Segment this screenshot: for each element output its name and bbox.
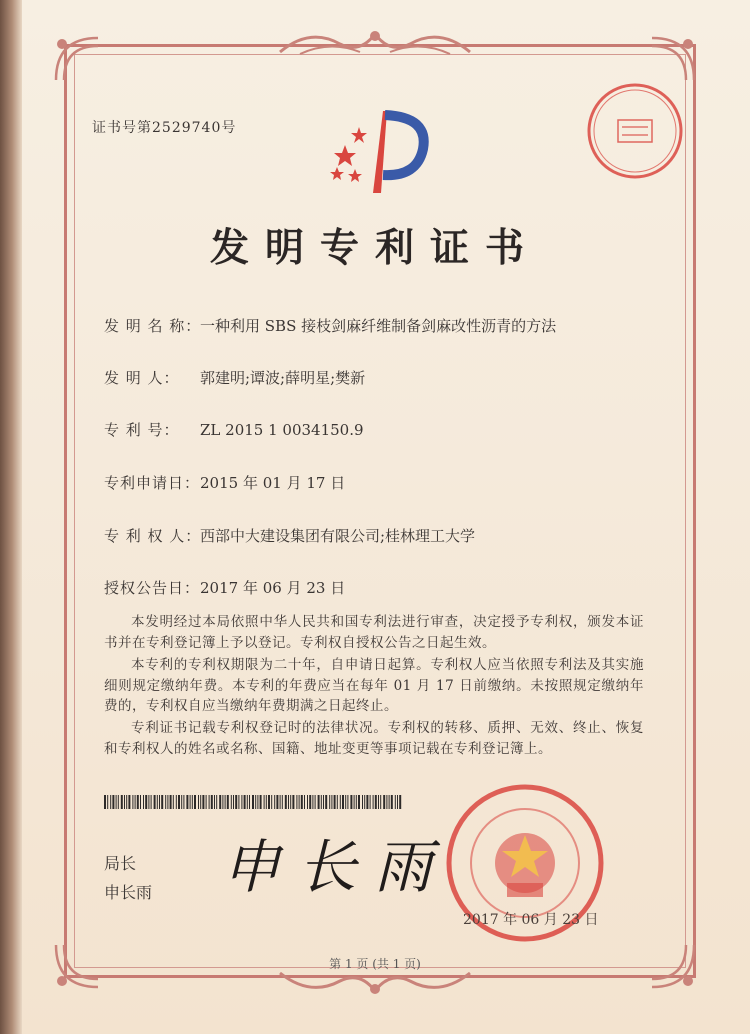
field-grant-date — [104, 577, 345, 598]
field-application-date — [104, 472, 345, 493]
body-paragraph: 本专利的专利权期限为二十年，自申请日起算。专利权人应当依照专利法及其实施细则规定缴纳年费。本专利的年费应当在每年 01 月 17 日前缴纳。未按照规定缴纳年费的，专利权自应当缴纳年费期满之日起终止。 — [104, 657, 644, 714]
issue-date: 2017 年 06 月 23 日 — [463, 912, 599, 928]
barcode — [104, 795, 404, 809]
binding-edge — [0, 0, 22, 1034]
field-value: 郭建明;谭波;薛明星;樊新 — [200, 369, 366, 387]
patent-office-logo-icon — [325, 105, 435, 195]
field-inventors — [104, 367, 365, 388]
field-label: 授权公告日： — [104, 579, 201, 597]
field-value: ZL 2015 1 0034150.9 — [200, 421, 364, 439]
field-label: 发 明 人： — [104, 369, 180, 387]
body-paragraph: 专利证书记载专利权登记时的法律状况。专利权的转移、质押、无效、终止、恢复和专利权人的姓名或名称、国籍、地址变更等事项记载在专利登记簿上。 — [104, 720, 644, 757]
corner-ornament-top-left-icon — [48, 30, 108, 90]
field-label: 专 利 权 人： — [104, 527, 202, 545]
field-value: 西部中大建设集团有限公司;桂林理工大学 — [200, 527, 476, 545]
field-invention-name — [104, 315, 556, 336]
body-paragraph: 本发明经过本局依照中华人民共和国专利法进行审查，决定授予专利权，颁发本证书并在专利登记簿上予以登记。专利权自授权公告之日起生效。 — [104, 614, 644, 651]
director-title: 局长 — [104, 854, 137, 873]
field-value: 2015 年 01 月 17 日 — [200, 474, 346, 492]
director-signature: 申长雨 — [222, 833, 451, 901]
page-title: 发明专利证书 — [209, 226, 540, 271]
top-ornament-icon — [270, 22, 480, 62]
agency-stamp-icon — [584, 80, 686, 182]
field-label: 专利申请日： — [104, 474, 201, 492]
field-label: 发 明 名 称： — [104, 317, 202, 335]
page-indicator: 第 1 页 (共 1 页) — [329, 957, 421, 971]
field-value: 一种利用 SBS 接枝剑麻纤维制备剑麻改性沥青的方法 — [200, 317, 557, 335]
field-label: 专 利 号： — [104, 421, 180, 439]
field-patentee — [104, 525, 475, 546]
certificate-number: 证书号第2529740号 — [92, 120, 237, 136]
director-name: 申长雨 — [104, 883, 153, 902]
field-patent-number — [104, 419, 364, 440]
field-value: 2017 年 06 月 23 日 — [200, 579, 346, 597]
